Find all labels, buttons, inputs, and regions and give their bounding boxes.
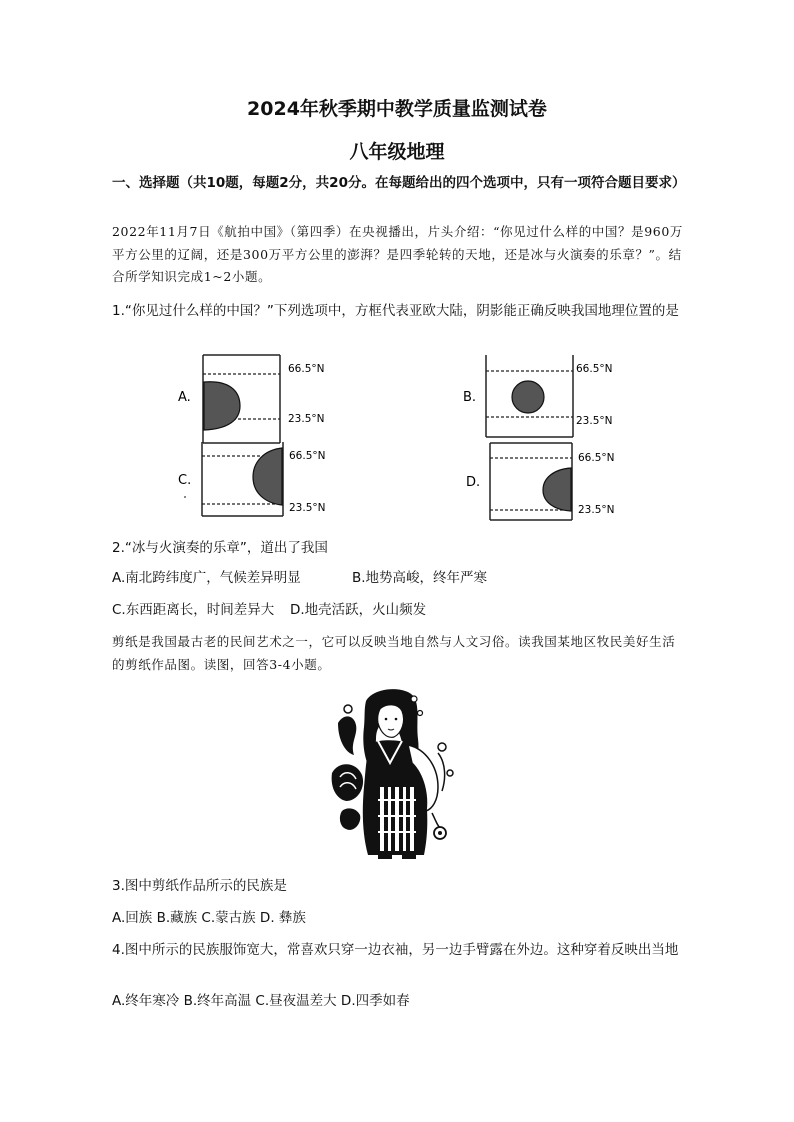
option-a-label: A. <box>178 390 191 405</box>
option-a-map <box>178 355 324 443</box>
q4-options: A.终年寒冷 B.终年高温 C.昼夜温差大 D.四季如春 <box>112 993 410 1009</box>
question-3-stem: 3.图中剪纸作品所示的民族是 <box>112 878 287 894</box>
section-heading: 一、选择题（共10题，每题2分，共20分。在每题给出的四个选项中，只有一项符合题目要求） <box>112 175 686 191</box>
question-2-stem: 2.“冰与火演奏的乐章”，道出了我国 <box>112 540 328 556</box>
q2-option-c: C.东西距离长，时间差异大 <box>112 602 275 618</box>
q3-options: A.回族 B.藏族 C.蒙古族 D. 彝族 <box>112 910 306 926</box>
option-a-lat-top: 66.5°N <box>288 363 325 375</box>
question-1-stem: 1.“你见过什么样的中国？”下列选项中，方框代表亚欧大陆，阴影能正确反映我国地理位置的是 <box>112 303 679 319</box>
exam-title: 2024年秋季期中教学质量监测试卷 <box>247 98 547 120</box>
option-d-map <box>466 443 614 520</box>
option-d-lat-bottom: 23.5°N <box>578 504 615 516</box>
exam-subtitle: 八年级地理 <box>349 141 445 163</box>
paper-cut-figure-image <box>328 683 464 861</box>
option-a-shading <box>204 382 240 430</box>
option-b-label: B. <box>463 390 477 405</box>
option-b-shading <box>512 381 544 413</box>
option-c-lat-top: 66.5°N <box>289 450 326 462</box>
option-a-lat-bottom: 23.5°N <box>288 413 325 425</box>
option-c-map <box>178 442 325 516</box>
q1-latitude-diagram <box>170 350 640 522</box>
option-b-map <box>463 355 612 437</box>
passage-1: 2022年11月7日《航拍中国》（第四季）在央视播出，片头介绍：“你见过什么样的中国？是960万平方公里的辽阔，还是300万平方公里的澎湃？是四季轮转的天地，还是冰与火演奏的乐章？”。结合所学知识完成1~2小题。 <box>112 224 683 284</box>
q2-option-d: D.地壳活跃，火山频发 <box>290 602 427 618</box>
option-b-lat-bottom: 23.5°N <box>576 415 613 427</box>
q2-option-b: B.地势高峻，终年严寒 <box>352 570 488 586</box>
option-d-lat-top: 66.5°N <box>578 452 615 464</box>
passage-2: 剪纸是我国最古老的民间艺术之一，它可以反映当地自然与人文习俗。读我国某地区牧民美好生活的剪纸作品图。读图，回答3-4小题。 <box>112 634 676 672</box>
option-c-label: C. <box>178 473 192 488</box>
q2-option-a: A.南北跨纬度广，气候差异明显 <box>112 570 301 586</box>
question-4-stem: 4.图中所示的民族服饰宽大，常喜欢只穿一边衣袖，另一边手臂露在外边。这种穿着反映出当地 <box>112 942 679 958</box>
option-b-lat-top: 66.5°N <box>576 363 613 375</box>
option-d-label: D. <box>466 475 481 490</box>
option-d-shading <box>543 468 571 511</box>
option-c-lat-bottom: 23.5°N <box>289 502 326 514</box>
